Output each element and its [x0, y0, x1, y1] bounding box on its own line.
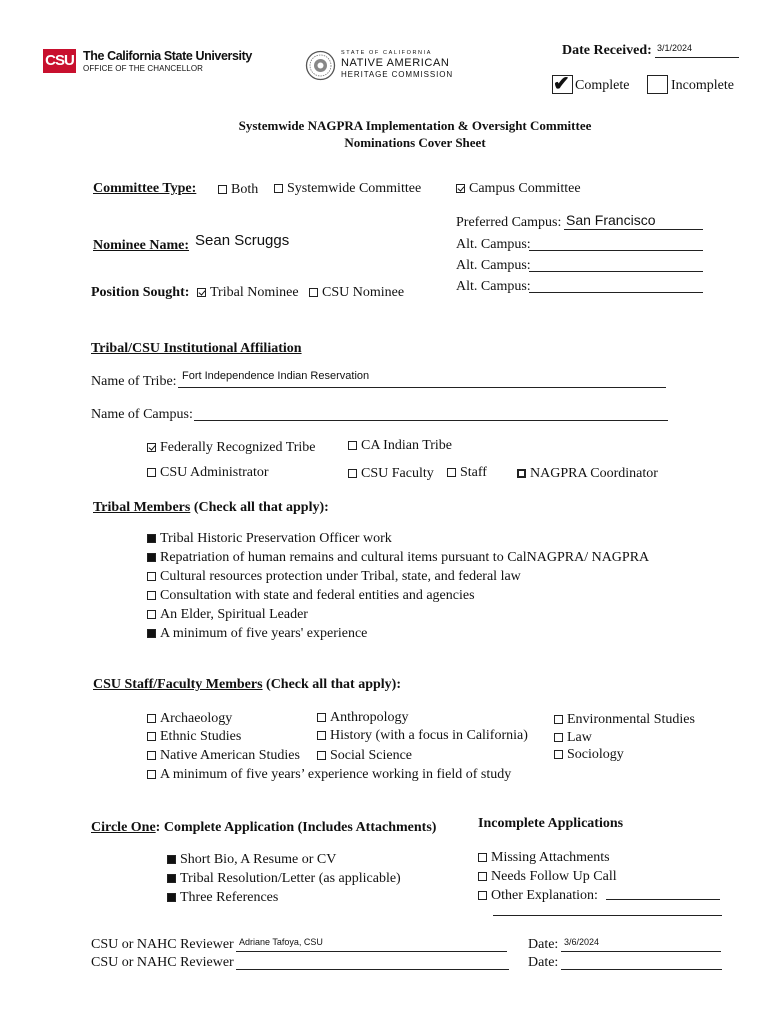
history-label: History (with a focus in California)	[330, 728, 528, 743]
option-history[interactable]	[317, 728, 528, 744]
nahc-line1: STATE OF CALIFORNIA	[341, 50, 433, 56]
option-social-science[interactable]	[317, 748, 412, 764]
committee-campus-option[interactable]	[456, 181, 581, 197]
checkbox-csu-nominee[interactable]	[309, 288, 318, 297]
nagpra-coordinator-option[interactable]	[517, 466, 658, 482]
date-1-label: Date:	[528, 937, 559, 952]
checkbox-systemwide[interactable]	[274, 184, 283, 193]
checkbox-anthropology[interactable]	[317, 713, 326, 722]
option-anthropology[interactable]	[317, 710, 409, 726]
complete-label: Complete	[575, 78, 630, 93]
checkbox-five-years[interactable]	[147, 629, 156, 638]
affiliation-heading: Tribal/CSU Institutional Affiliation	[91, 341, 302, 356]
list-item[interactable]	[478, 867, 617, 886]
campus-name-field[interactable]	[194, 420, 668, 421]
option-law[interactable]	[554, 730, 592, 746]
position-csu-label: CSU Nominee	[322, 285, 405, 300]
social-science-label: Social Science	[330, 748, 413, 763]
date-received-label: Date Received:	[562, 43, 652, 58]
tribe-name-label: Name of Tribe:	[91, 374, 177, 389]
tribe-name-line	[178, 387, 666, 388]
committee-type-label: Committee Type:	[93, 181, 197, 196]
date-1-line	[561, 951, 721, 952]
preferred-campus-value[interactable]: San Francisco	[566, 212, 656, 228]
csu-administrator-label: CSU Administrator	[160, 465, 269, 480]
position-tribal-option[interactable]	[197, 285, 299, 301]
page-subtitle: Nominations Cover Sheet	[344, 135, 486, 150]
checkbox-both[interactable]	[218, 185, 227, 194]
date-received-value[interactable]: 3/1/2024	[657, 43, 693, 53]
sociology-label: Sociology	[567, 747, 624, 762]
date-received-line	[655, 57, 739, 58]
incomplete-box[interactable]	[647, 75, 668, 94]
option-archaeology[interactable]	[147, 711, 232, 727]
position-sought-label: Position Sought:	[91, 285, 190, 300]
csu-logo-name: The California State University	[83, 49, 252, 63]
list-item-label: Short Bio, A Resume or CV	[180, 852, 337, 867]
checkbox-sociology[interactable]	[554, 750, 563, 759]
federally-recognized-option[interactable]	[147, 440, 316, 456]
reviewer-1-line	[236, 951, 507, 952]
list-item[interactable]	[167, 850, 401, 869]
checkbox-consultation[interactable]	[147, 591, 156, 600]
list-item-label: Consultation with state and federal entities and agencies	[160, 588, 475, 603]
checkbox-history[interactable]	[317, 731, 326, 740]
position-csu-option[interactable]	[309, 285, 404, 301]
ca-indian-label: CA Indian Tribe	[361, 438, 453, 453]
option-ethnic-studies[interactable]	[147, 729, 241, 745]
nahc-seal-icon	[305, 50, 336, 81]
list-item[interactable]	[167, 869, 401, 888]
preferred-campus-line	[564, 229, 703, 230]
list-item-label: Tribal Historic Preservation Officer work	[160, 531, 392, 546]
campus-name-label: Name of Campus:	[91, 407, 193, 422]
position-tribal-label: Tribal Nominee	[210, 285, 299, 300]
ca-indian-option[interactable]	[348, 438, 452, 454]
incomplete-items-list	[478, 848, 617, 905]
list-item-label: Needs Follow Up Call	[491, 869, 617, 884]
option-native-american-studies[interactable]	[147, 748, 300, 764]
alt-campus-3-field[interactable]	[529, 292, 703, 293]
csu-administrator-option[interactable]	[147, 465, 269, 481]
checkbox-repatriation[interactable]	[147, 553, 156, 562]
date-2-field[interactable]	[561, 969, 722, 970]
other-explanation-field-2[interactable]	[493, 915, 722, 916]
tribal-members-list	[147, 529, 649, 643]
incomplete-label: Incomplete	[671, 78, 734, 93]
page-title: Systemwide NAGPRA Implementation & Oversight Committee	[238, 118, 592, 133]
ethnic-studies-label: Ethnic Studies	[160, 729, 242, 744]
minimum-experience-label: A minimum of five years’ experience working in field of study	[160, 767, 512, 782]
list-item-label: Tribal Resolution/Letter (as applicable)	[180, 871, 401, 886]
circle-one-heading-rest: : Complete Application (Includes Attachments)	[155, 820, 437, 835]
checkbox-minimum-experience[interactable]	[147, 770, 156, 779]
checkbox-other-explanation[interactable]	[478, 891, 487, 900]
nominee-name-value[interactable]: Sean Scruggs	[195, 232, 290, 249]
list-item[interactable]	[147, 567, 649, 586]
list-item[interactable]	[167, 888, 401, 907]
checkbox-law[interactable]	[554, 733, 563, 742]
nagpra-coordinator-label: NAGPRA Coordinator	[530, 466, 658, 481]
tribe-name-value[interactable]: Fort Independence Indian Reservation	[182, 370, 370, 382]
list-item[interactable]	[147, 605, 649, 624]
preferred-campus-label: Preferred Campus:	[456, 215, 562, 230]
checkbox-tribal-resolution[interactable]	[167, 874, 176, 883]
list-item-label: An Elder, Spiritual Leader	[160, 607, 308, 622]
checkbox-campus[interactable]	[456, 184, 465, 193]
archaeology-label: Archaeology	[160, 711, 233, 726]
tribal-members-heading	[93, 500, 329, 516]
csu-faculty-label: CSU Faculty	[361, 466, 434, 481]
csu-logo-mark: CSU	[43, 49, 76, 73]
checkbox-nagpra-coordinator[interactable]	[517, 469, 526, 478]
alt-campus-2-field[interactable]	[529, 271, 703, 272]
list-item[interactable]	[147, 548, 649, 567]
other-explanation-field[interactable]	[606, 899, 720, 900]
committee-systemwide-label: Systemwide Committee	[287, 181, 422, 196]
complete-check-icon: ✔	[553, 73, 570, 95]
tribal-members-heading-rest: (Check all that apply):	[190, 500, 329, 515]
environmental-studies-label: Environmental Studies	[567, 712, 695, 727]
list-item-label: Repatriation of human remains and cultural items pursuant to CalNAGPRA/ NAGPRA	[160, 550, 650, 565]
checkbox-social-science[interactable]	[317, 751, 326, 760]
committee-campus-label: Campus Committee	[469, 181, 581, 196]
option-sociology[interactable]	[554, 747, 624, 763]
staff-label: Staff	[460, 465, 487, 480]
native-american-studies-label: Native American Studies	[160, 748, 300, 763]
date-1-value[interactable]: 3/6/2024	[564, 937, 600, 947]
list-item[interactable]	[478, 886, 617, 905]
list-item[interactable]	[147, 586, 649, 605]
list-item[interactable]	[147, 529, 649, 548]
checkbox-needs-follow-up[interactable]	[478, 872, 487, 881]
committee-both-option[interactable]	[218, 182, 258, 198]
nominee-name-label: Nominee Name:	[93, 238, 190, 253]
federally-recognized-label: Federally Recognized Tribe	[160, 440, 316, 455]
list-item[interactable]	[147, 624, 649, 643]
checkbox-short-bio[interactable]	[167, 855, 176, 864]
list-item-label: Three References	[180, 890, 279, 905]
law-label: Law	[567, 730, 592, 745]
csu-faculty-option[interactable]	[348, 466, 434, 482]
checkbox-ethnic-studies[interactable]	[147, 732, 156, 741]
csu-members-heading-rest: (Check all that apply):	[262, 677, 401, 692]
checkbox-three-references[interactable]	[167, 893, 176, 902]
list-item-label: A minimum of five years' experience	[160, 626, 368, 641]
alt-campus-1-label: Alt. Campus:	[456, 237, 531, 252]
checkbox-elder[interactable]	[147, 610, 156, 619]
checkbox-archaeology[interactable]	[147, 714, 156, 723]
list-item[interactable]	[478, 848, 617, 867]
checkbox-ca-indian[interactable]	[348, 441, 357, 450]
nahc-line3: HERITAGE COMMISSION	[341, 70, 454, 79]
nahc-line2: NATIVE AMERICAN	[341, 57, 450, 69]
complete-items-list	[167, 850, 401, 907]
checkbox-thpo[interactable]	[147, 534, 156, 543]
list-item-label: Cultural resources protection under Tribal, state, and federal law	[160, 569, 521, 584]
circle-one-heading	[91, 820, 436, 836]
checkbox-native-american-studies[interactable]	[147, 751, 156, 760]
list-item-label: Other Explanation:	[491, 888, 598, 903]
checkbox-cultural-resources[interactable]	[147, 572, 156, 581]
csu-logo-office: OFFICE OF THE CHANCELLOR	[83, 64, 204, 73]
checkbox-staff[interactable]	[447, 468, 456, 477]
checkbox-csu-administrator[interactable]	[147, 468, 156, 477]
checkbox-federally-recognized[interactable]	[147, 443, 156, 452]
checkbox-tribal-nominee[interactable]	[197, 288, 206, 297]
option-minimum-experience[interactable]	[147, 767, 511, 783]
incomplete-applications-heading: Incomplete Applications	[478, 816, 624, 831]
csu-members-heading-main: CSU Staff/Faculty Members	[93, 677, 263, 692]
alt-campus-2-label: Alt. Campus:	[456, 258, 531, 273]
staff-option[interactable]	[447, 465, 487, 481]
csu-members-heading	[93, 677, 401, 693]
checkbox-environmental-studies[interactable]	[554, 715, 563, 724]
date-2-label: Date:	[528, 955, 559, 970]
reviewer-1-label: CSU or NAHC Reviewer	[91, 937, 234, 952]
tribal-members-heading-main: Tribal Members	[93, 500, 191, 515]
reviewer-2-label: CSU or NAHC Reviewer	[91, 955, 234, 970]
alt-campus-1-field[interactable]	[529, 250, 703, 251]
anthropology-label: Anthropology	[330, 710, 409, 725]
circle-one-heading-main: Circle One	[91, 820, 156, 835]
checkbox-missing-attachments[interactable]	[478, 853, 487, 862]
checkbox-csu-faculty[interactable]	[348, 469, 357, 478]
option-environmental-studies[interactable]	[554, 712, 695, 728]
list-item-label: Missing Attachments	[491, 850, 610, 865]
alt-campus-3-label: Alt. Campus:	[456, 279, 531, 294]
reviewer-2-field[interactable]	[236, 969, 509, 970]
committee-systemwide-option[interactable]	[274, 181, 421, 197]
committee-both-label: Both	[231, 182, 259, 197]
reviewer-1-value[interactable]: Adriane Tafoya, CSU	[239, 937, 323, 947]
